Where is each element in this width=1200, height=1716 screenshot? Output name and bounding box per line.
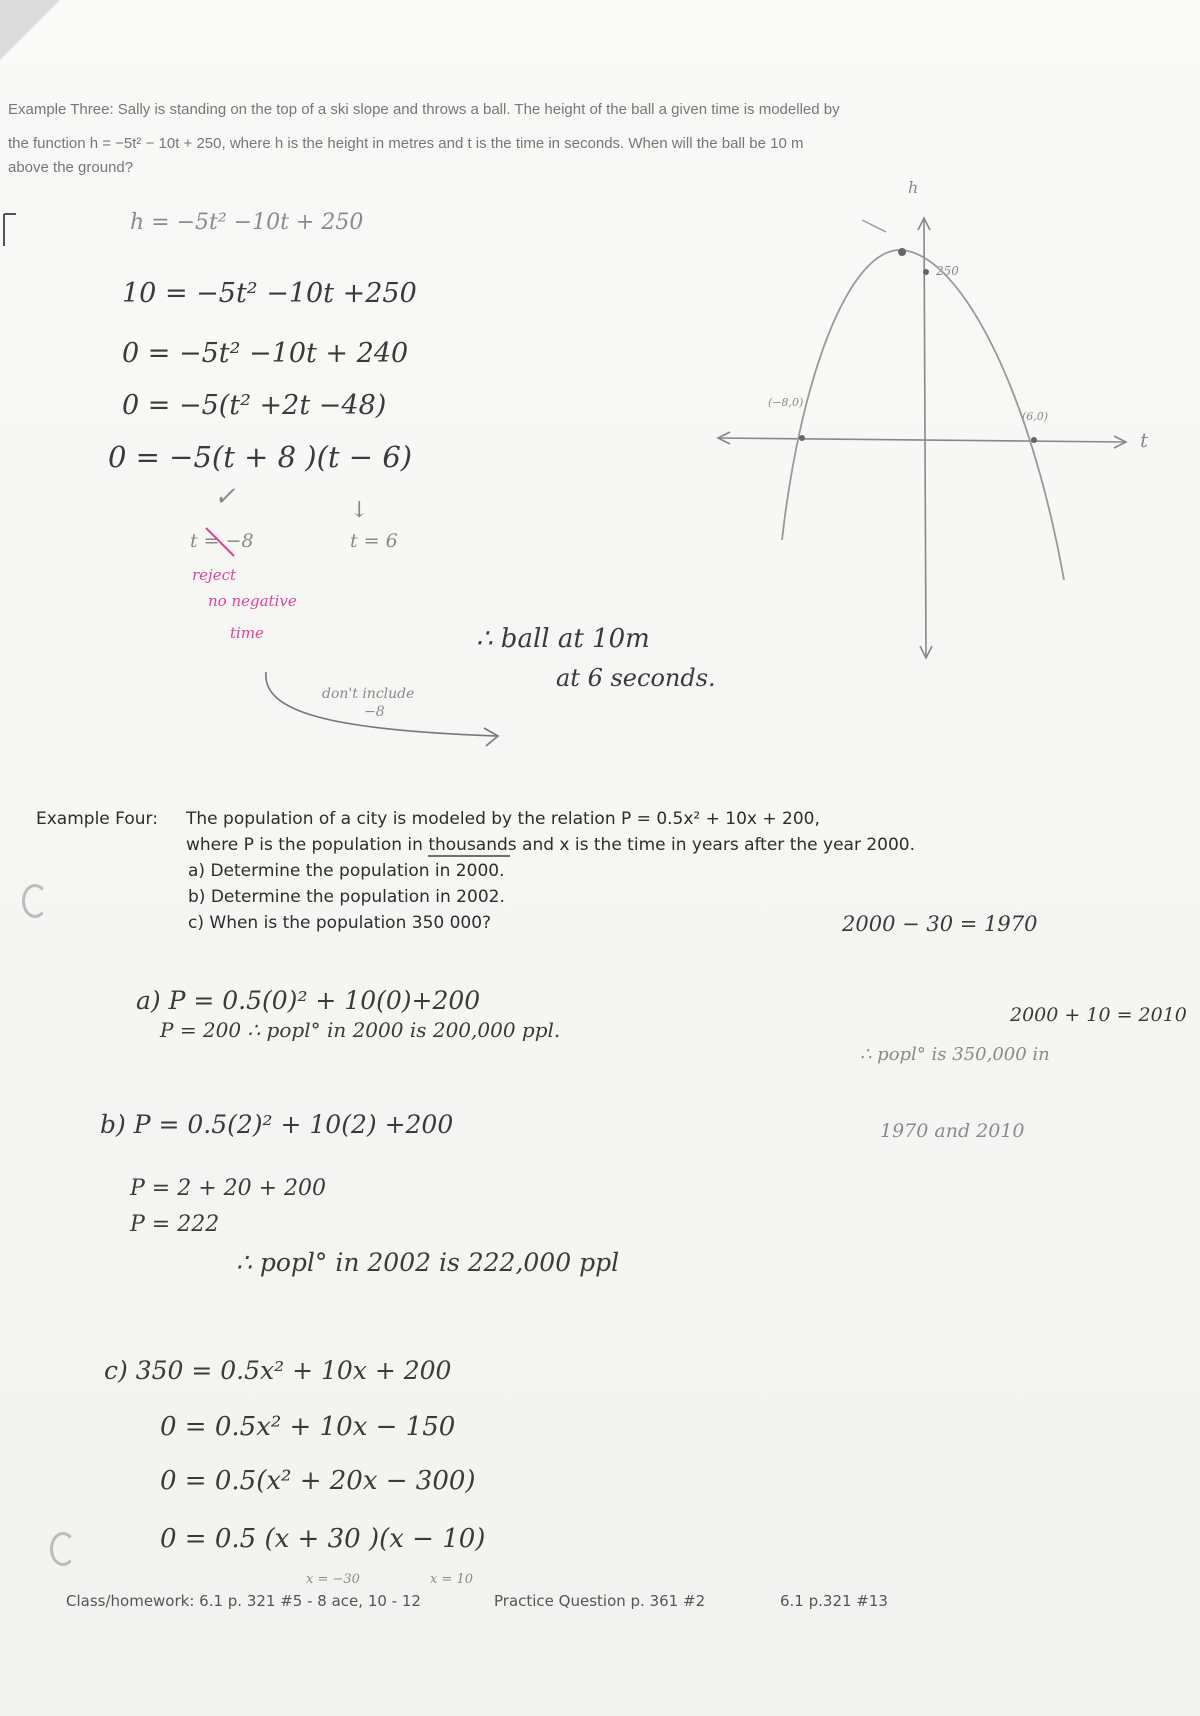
arrow-down-right: ↓	[350, 498, 369, 523]
graph-y-intercept-label: 250	[936, 264, 959, 278]
root-left: t = −8	[190, 530, 254, 552]
bracket-mark	[4, 214, 16, 246]
part-c-line1: c) 350 = 0.5x² + 10x + 200	[104, 1356, 452, 1385]
footer-extra: 6.1 p.321 #13	[780, 1592, 888, 1610]
graph-y-axis-label: h	[908, 178, 919, 197]
dont-include-arrow	[266, 672, 496, 736]
reject-note-1: reject	[192, 566, 237, 584]
example-three-prompt-line1: Example Three: Sally is standing on the top of a ski slope and throws a ball. The height of the ball a given time is modelled by	[8, 101, 840, 118]
graph-vertex-point	[898, 248, 906, 256]
work-line-2: 10 = −5t² −10t +250	[122, 278, 417, 309]
dont-include-value: −8	[364, 704, 385, 720]
check-mark-left: ✓	[214, 482, 236, 512]
part-c-root-right: x = 10	[430, 1572, 474, 1587]
example-three-prompt-line2: the function h = −5t² − 10t + 250, where h is the height in metres and t is the time in seconds. When will the ball be 10 m	[8, 135, 804, 152]
root-right: t = 6	[350, 530, 398, 552]
arrow-head-icon	[484, 728, 498, 746]
graph-left-point-label: (−8,0)	[768, 396, 804, 409]
graph-right-point-label: (6,0)	[1022, 410, 1049, 423]
graph-y-axis	[924, 218, 926, 656]
conclusion-line-1: ∴ ball at 10m	[476, 624, 650, 654]
example-four-part-a: a) Determine the population in 2000.	[188, 861, 505, 881]
side-calc-1: 2000 − 30 = 1970	[842, 912, 1038, 936]
example-three-prompt-line3: above the ground?	[8, 159, 134, 176]
side-calc-2: 2000 + 10 = 2010	[1010, 1004, 1187, 1026]
graph-x-axis-label: t	[1140, 428, 1149, 452]
work-line-5: 0 = −5(t + 8 )(t − 6)	[108, 440, 413, 474]
work-line-3: 0 = −5t² −10t + 240	[122, 338, 409, 369]
side-calc-4: 1970 and 2010	[880, 1120, 1025, 1142]
part-c-line3: 0 = 0.5(x² + 20x − 300)	[160, 1466, 476, 1496]
dont-include-note: don't include	[322, 686, 415, 702]
footer-homework: Class/homework: 6.1 p. 321 #5 - 8 ace, 10 - 12	[66, 1592, 421, 1610]
part-c-root-left: x = −30	[306, 1572, 360, 1587]
graph-right-root-point	[1031, 437, 1037, 443]
cross-out-mark	[206, 528, 234, 556]
graph-y-intercept-point	[923, 269, 929, 275]
part-c-line4: 0 = 0.5 (x + 30 )(x − 10)	[160, 1524, 486, 1554]
example-four-part-b: b) Determine the population in 2002.	[188, 887, 505, 907]
part-b-line3: P = 222	[130, 1212, 220, 1237]
conclusion-line-2: at 6 seconds.	[556, 664, 716, 692]
work-line-1: h = −5t² −10t + 250	[130, 210, 364, 235]
reject-note-3: time	[230, 624, 264, 642]
graph-vertex-tick	[862, 220, 886, 232]
part-a-line1: a) P = 0.5(0)² + 10(0)+200	[136, 986, 481, 1015]
graph-parabola	[782, 250, 1064, 580]
example-four-line1: The population of a city is modeled by the relation P = 0.5x² + 10x + 200,	[186, 809, 820, 829]
example-four-line2: where P is the population in thousands and x is the time in years after the year 2000.	[186, 835, 915, 855]
part-b-conclusion: ∴ popl° in 2002 is 222,000 ppl	[236, 1248, 620, 1277]
part-b-line1: b) P = 0.5(2)² + 10(2) +200	[100, 1110, 454, 1139]
example-four-part-c: c) When is the population 350 000?	[188, 913, 492, 933]
reject-note-2: no negative	[208, 592, 297, 610]
graph-x-axis	[718, 438, 1126, 442]
graph-left-root-point	[799, 435, 805, 441]
work-line-4: 0 = −5(t² +2t −48)	[122, 390, 387, 421]
part-c-line2: 0 = 0.5x² + 10x − 150	[160, 1412, 456, 1442]
footer-practice: Practice Question p. 361 #2	[494, 1592, 706, 1610]
part-b-line2: P = 2 + 20 + 200	[130, 1176, 327, 1201]
part-a-line2: P = 200 ∴ popl° in 2000 is 200,000 ppl.	[160, 1018, 561, 1042]
example-four-label: Example Four:	[36, 809, 158, 829]
side-calc-3: ∴ popl° is 350,000 in	[860, 1044, 1050, 1065]
